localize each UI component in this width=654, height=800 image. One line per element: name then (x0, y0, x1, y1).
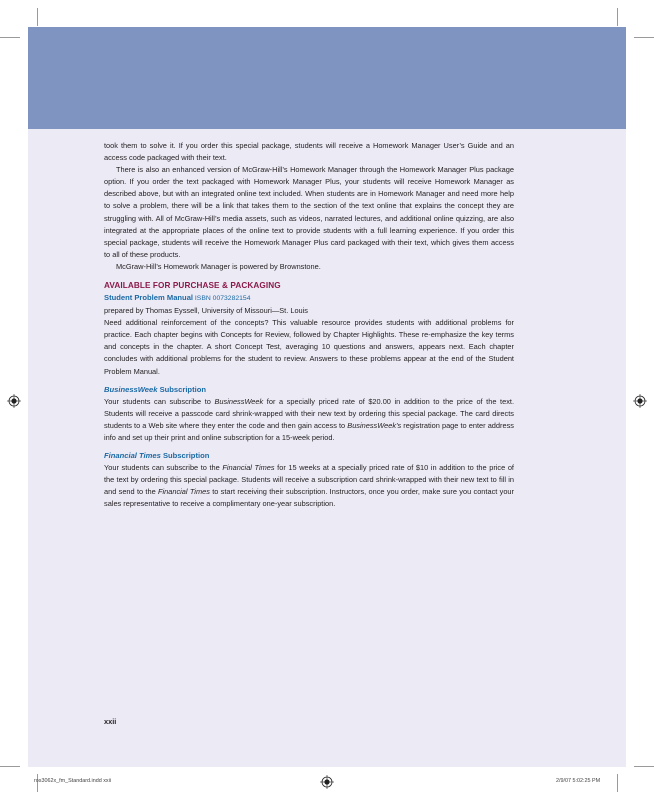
intro-paragraph: took them to solve it. If you order this special package, students will receive a Homework Manager User’s Guide and an access code packaged with their text. (104, 141, 514, 163)
page-number: xxii (104, 717, 117, 726)
student-problem-manual-heading (104, 292, 514, 305)
brownstone-paragraph: McGraw-Hill’s Homework Manager is powered by Brownstone. (116, 261, 321, 271)
homework-manager-plus-paragraph: There is also an enhanced version of McGraw-Hill’s Homework Manager through the Homework Manager Plus package option. If you order the text packaged with Homework Manager Plus, your students will receive Homework Manager as described above, but with an integrated online text included. When students are in Homework Manager and need more help to solve a problem, there will be a link that takes them to the section of the text online that explains the concept they are struggling with. All of McGraw-Hill’s media assets, such as videos, narrated lectures, and additional online quizzing, are also integrated at the appropriate places of the online text to provide students with a full learning experience. If you order this special package, students will receive the Homework Manager Plus card packaged with their text, which gives them access to all of these products. (104, 165, 514, 259)
crop-mark (617, 8, 618, 26)
crop-mark (37, 8, 38, 26)
ft-body-part: Your students can subscribe to the (104, 462, 223, 472)
crop-mark (0, 37, 20, 38)
ft-title-italic: Financial Times (104, 450, 161, 460)
footer-filename: ros3062x_fm_Standard.indd xxii (34, 778, 112, 784)
section-heading: AVAILABLE FOR PURCHASE & PACKAGING (104, 281, 281, 291)
ft-body-part: to start receiving their subscription. Instructors, once you order, make sure you contact your sales representative to receive a complimentary one-year subscription. (104, 487, 514, 509)
bw-body-part: registration page to enter address info and set up their print and online subscription for a 15-week period. (104, 420, 514, 442)
crop-mark (0, 766, 20, 767)
businessweek-heading (104, 384, 514, 396)
crop-mark (617, 774, 618, 792)
bw-title-rest: Subscription (157, 384, 206, 394)
spm-title: Student Problem Manual (104, 293, 194, 303)
bw-body-part: for a specially priced rate of $20.00 in addition to the price of the text. Students will receive a passcode card shrink-wrapped with their new text by ordering this special package. The card directs students to a Web site where they enter the code and then gain access to (104, 396, 514, 430)
ft-body-italic: Financial Times (157, 487, 210, 497)
bw-body-italic: BusinessWeek’s (347, 420, 402, 430)
ft-body-italic: Financial Times (222, 462, 275, 472)
financial-times-heading (104, 450, 514, 462)
spm-isbn: ISBN 0073282154 (193, 295, 251, 303)
ft-body-part: for 15 weeks at a specially priced rate of $10 in addition to the price of the text by ordering this special package. Students will receive a subscription card shrink-wrapped with their new text to fill in and send to the (104, 462, 514, 497)
bw-title-italic: BusinessWeek (104, 384, 158, 394)
bw-body-italic: BusinessWeek (214, 396, 264, 406)
page-content (104, 140, 514, 510)
crop-mark (634, 37, 654, 38)
footer-timestamp: 2/9/07 5:02:25 PM (556, 778, 601, 784)
bw-body-part: Your students can subscribe to (104, 396, 215, 406)
businessweek-body (104, 396, 514, 444)
ft-title-rest: Subscription (160, 450, 210, 460)
spm-author-line: prepared by Thomas Eyssell, University of Missouri—St. Louis (104, 306, 309, 316)
header-band (28, 27, 626, 129)
registration-mark-icon (7, 394, 21, 408)
crop-mark (634, 766, 654, 767)
registration-mark-icon (633, 394, 647, 408)
spm-body: Need additional reinforcement of the concepts? This valuable resource provides students with additional problems for practice. Each chapter begins with Concepts for Review, followed by Chapter Highlights. These re-emphasize the key terms and concepts in the chapter. A short Concept Test, averaging 10 questions and answers, appears next. Each chapter concludes with additional problems for the student to review. Answers to these problems appear at the end of the Student Problem Manual. (104, 318, 514, 376)
registration-mark-icon (320, 775, 334, 789)
financial-times-body (104, 462, 514, 510)
